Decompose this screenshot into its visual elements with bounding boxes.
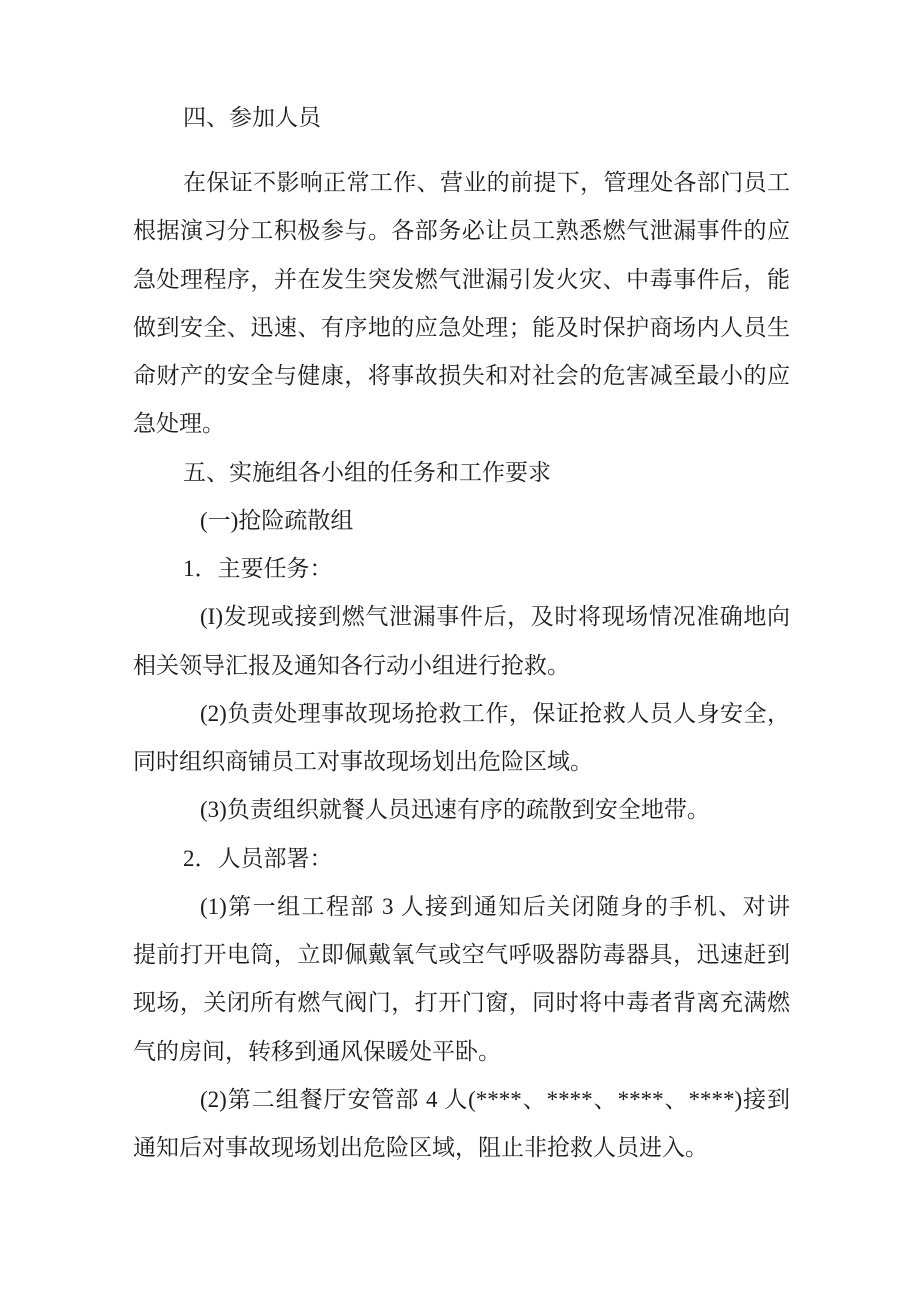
task-line: (3)负责组织就餐人员迅速有序的疏散到安全地带。 [200, 797, 710, 823]
deployment-line: 气的房间，转移到通风保暖处平卧。 [133, 1038, 501, 1064]
deployment-line: 提前打开电筒，立即佩戴氧气或空气呼吸器防毒器具，迅速赶到 [133, 942, 790, 967]
section-4-heading: 四、参加人员 [183, 105, 321, 130]
task-item [133, 690, 790, 787]
deployment-heading: 2．人员部署： [183, 845, 333, 871]
task-line: (2)负责处理事故现场抢救工作，保证抢救人员人身安全， [200, 700, 790, 726]
document-page [133, 94, 790, 1172]
task-line: 同时组织商铺员工对事故现场划出危险区域。 [133, 749, 593, 774]
task-item [133, 786, 790, 834]
paragraph-line: 根据演习分工积极参与。各部务必让员工熟悉燃气泄漏事件的应 [133, 218, 790, 244]
paragraph-line: 在保证不影响正常工作、营业的前提下，管理处各部门员工 [183, 170, 790, 195]
deployment-line: 通知后对事故现场划出危险区域，阻止非抢救人员进入。 [133, 1135, 708, 1160]
deployment-item [133, 883, 790, 1076]
deployment-line: (1)第一组工程部 3 人接到通知后关闭随身的手机、对讲 [200, 893, 790, 919]
paragraph-line: 命财产的安全与健康，将事故损失和对社会的危害减至最小的应 [133, 363, 790, 388]
task-line: 相关领导汇报及通知各行动小组进行抢救。 [133, 652, 570, 678]
task-line: (I)发现或接到燃气泄漏事件后，及时将现场情况准确地向 [200, 604, 790, 630]
tasks-heading: 1．主要任务： [183, 556, 333, 581]
deployment-line: 现场，关闭所有燃气阀门，打开门窗，同时将中毒者背离充满燃 [133, 990, 790, 1016]
task-item [133, 593, 790, 690]
section-5-heading: 五、实施组各小组的任务和工作要求 [183, 459, 551, 485]
group-1-heading: (一)抢险疏散组 [200, 507, 354, 533]
paragraph-line: 急处理。 [133, 411, 225, 437]
paragraph-line: 急处理程序，并在发生突发燃气泄漏引发火灾、中毒事件后，能 [133, 266, 790, 292]
deployment-line: (2)第二组餐厅安管部 4 人(****、****、****、****)接到 [200, 1086, 790, 1112]
deployment-item [133, 1076, 790, 1173]
section-4-paragraph [133, 159, 790, 449]
paragraph-line: 做到安全、迅速、有序地的应急处理；能及时保护商场内人员生 [133, 314, 790, 340]
